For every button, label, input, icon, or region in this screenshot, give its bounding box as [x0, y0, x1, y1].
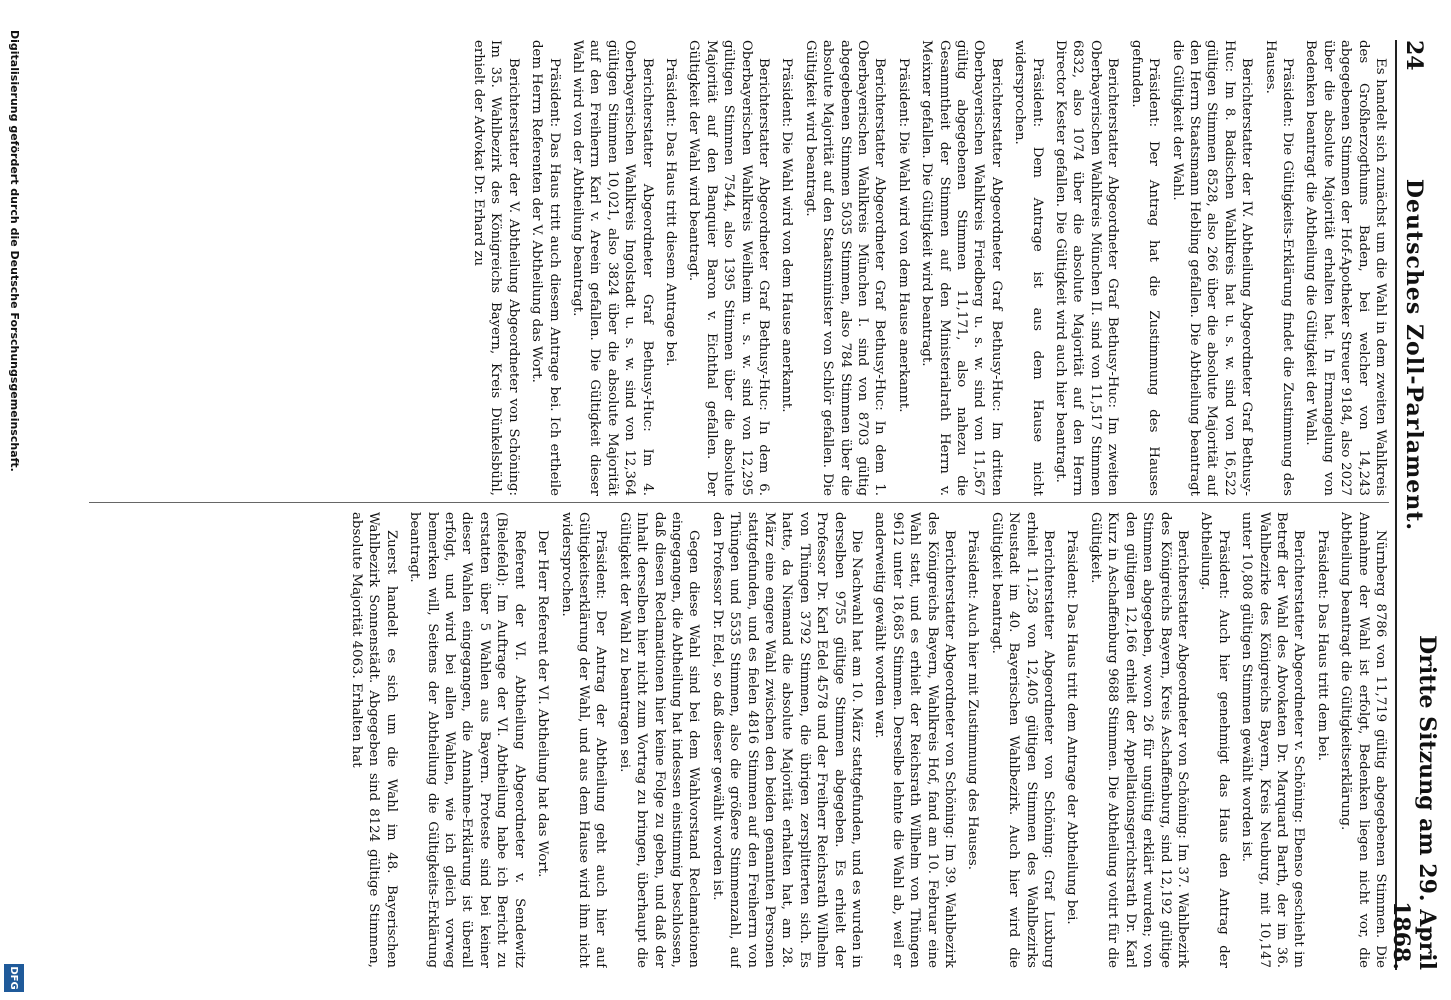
paragraph: Präsident: Auch hier mit Zustimmung des Hauses. — [965, 530, 981, 870]
dfg-logo-icon: DFG — [4, 964, 24, 992]
paragraph: Nürnberg 8786 von 11,719 gültig abgegebenen Stimmen. Die Annahme der Wahl ist erfolgt, Bedenken liegen nicht vor, die Abtheilung beantragt die Gültigkeitserklärung. — [1338, 512, 1388, 968]
paragraph: Präsident: Der Antrag der Abtheilung geht auch hier auf Gültigkeitserklärung der Wahl, und aus dem Hause wird ihm nicht widersprochen. — [558, 512, 609, 968]
paragraph: Präsident: Die Gültigkeits-Erklärung findet die Zustimmung des Hauses. — [1262, 40, 1295, 496]
page-number: 24 — [1401, 40, 1427, 71]
paragraph: Präsident: Auch hier genehmigt das Haus den Antrag der Abtheilung. — [1198, 512, 1231, 968]
paragraph: Präsident: Dem Antrage ist aus dem Hause nicht widersprochen. — [1012, 40, 1045, 496]
paragraph: Der Herr Referent der VI. Abtheilung hat das Wort. — [535, 530, 551, 878]
left-column — [89, 40, 1389, 496]
paragraph: Berichterstatter Abgeordneter v. Schöning: Ebenso geschieht im Betreff der Wahl des Abvokaten Dr. Marquard Barth, der im 36. Wahlbezirke des Königreichs Bayern, Kreis Neuburg, mit 10,147 unter 10,808 gültigen Stimmen gewählt worden ist. — [1239, 512, 1307, 968]
paragraph: Berichterstatter Abgeordneter Graf Bethusy-Huc: In dem 6. Oberbayerischen Wahlkreis Weilheim u. s. w. sind von 12,295 gültigen Stimmen 7544, also 1395 Stimmen über die absolute Majorität auf den Banquier Baron v. Eichthal gefallen. Der Gültigkeit der Wahl wird beantragt. — [686, 40, 771, 496]
paragraph: Präsident: Das Haus tritt dem Antrage der Abtheilung bei. — [1064, 530, 1080, 925]
paragraph: Berichterstatter Abgeordneter Graf Bethusy-Huc: Im dritten Oberbayerischen Wahlkreis Friedberg u. s. w. sind von 11,567 gültig abgegebenen Stimmen 11,171, also nahezu die Gesammtheit der Stimmen auf den Ministerialrath Herrn v. Meixner gefallen. Die Gültigkeit wird beantragt. — [919, 40, 1004, 496]
paragraph: Es handelt sich zunächst um die Wahl in dem zweiten Wahlkreis des Großherzogthums Baden, bei welcher von 14,243 abgegebenen Stimmen der Hof-Apotheker Streuer 9184, also 2027 über die absolute Majorität erhalten hat. In Ermangelung von Bedenken beantragt die Abtheilung die Gültigkeit der Wahl. — [1303, 40, 1388, 496]
paragraph: Präsident: Der Antrag hat die Zustimmung des Hauses gefunden. — [1128, 40, 1162, 496]
paragraph: Berichterstatter Abgeordneter Graf Bethusy-Huc: Im zweiten Oberbayerischen Wahlkreis München II. sind von 11,517 Stimmen 6832, also 1074 über die absolute Majorität auf den Herrn Director Kester gefallen. Die Gültigkeit wird auch hier beantragt. — [1053, 40, 1121, 496]
credit-text: Digitalisierung gefördert durch die Deutsche Forschungsgemeinschaft. — [8, 30, 22, 472]
paragraph: Zuerst handelt es sich um die Wahl im 48. Bayerischen Wahlbezirk Sonnenstädt. Abgegeben sind 8124 gültige Stimmen, absolute Majorität 4063. Erhalten hat — [349, 512, 399, 968]
paragraph: Berichterstatter Abgeordneter Graf Bethusy-Huc: Im 4. Oberbayerischen Wahlkreis Ingolstadt u. s. w. sind von 12,364 gültigen Stimmen 10,021, also 3824 über die absolute Majorität auf den Freiherrn Karl v. Areein gefallen. Die Gültigkeit dieser Wahl wird von der Abtheilung beantragt. — [569, 40, 655, 496]
publication-title: Deutsches Zoll-Parlament. — [1401, 178, 1427, 532]
column-divider — [89, 502, 1389, 503]
page-header — [1388, 40, 1440, 970]
paragraph: Berichterstatter Abgeordneter Graf Bethusy-Huc: In dem 1. Oberbayerischen Wahlkreis München I. sind von 8703 gültig abgegebenen Stimmen 5035 Stimmen, also 784 Stimmen über die absolute Majorität auf den Staatsminister von Schlör gefallen. Die Gültigkeit wird beantragt. — [802, 40, 888, 496]
paragraph: Präsident: Die Wahl wird von dem Hause anerkannt. — [779, 58, 795, 413]
paragraph: Präsident: Die Wahl wird von dem Hause anerkannt. — [895, 58, 911, 413]
paragraph: Die Nachwahl hat am 10. März stattgefunden, und es wurden in derselben 9755 gültige Stimmen abgegeben. Es erhielt der Professor Dr. Karl Edel 4578 und der Freiherr Reichsrath Wilhelm von Thüngen 3792 Stimmen, die übrigen zersplitterten sich. Es hatte, da Niemand die absolute Majorität erhalten hat, am 28. März eine engere Wahl zwischen den beiden genannten Personen stattgefunden, und es fielen 4816 Stimmen auf den Freiherrn von Thüngen und 5535 Stimmen, also die größere Stimmenzahl, auf den Professor Dr. Edel, so daß dieser gewählt worden ist. — [709, 512, 865, 968]
paragraph: Berichterstatter Abgeordneter von Schöning: Graf Luxburg erhielt 11,258 von 12,405 gültigen Stimmen des Wahlbezirks Neustadt im 40. Bayerischen Wahlbezirk. Auch hier wird die Gültigkeit beantragt. — [988, 512, 1057, 968]
paragraph: Berichterstatter Abgeordneter von Schöning: Im 37. Wahlbezirk des Königreichs Bayern, Kreis Aschaffenburg, sind 12,192 gültige Stimmen abgegeben, wovon 26 für ungültig erklärt wurden; von den gültigen 12,166 erhielt der Appellationsgerichtsrath Dr. Karl Kurz in Aschaffenburg 9688 Stimmen. Die Abtheilung votirt für die Gültigkeit. — [1087, 512, 1190, 968]
digitization-credit — [0, 0, 30, 1000]
session-info: Dritte Sitzung am 29. April 1868. — [1388, 635, 1440, 970]
paragraph: Präsident: Das Haus tritt auch diesem Antrage bei. Ich ertheile dem Herrn Referenten der V. Abtheilung das Wort. — [529, 40, 562, 496]
right-column — [89, 512, 1389, 968]
paragraph: Berichterstatter Abgeordneter von Schöning: Im 39. Wahlbezirk des Königreichs Bayern, Wahlkreis Hof, fand am 10. Februar eine Wahl statt, und es erhielt der Reichsrath Wilhelm von Thüngen 9612 unter 18,685 Stimmen. Derselbe lehnte die Wahl ab, weil er anderweitig gewählt worden war. — [872, 512, 958, 968]
paragraph: Berichterstatter der V. Abtheilung Abgeordneter von Schöning: Im 35. Wahlbezirk des Königreichs Bayern, Kreis Dünkelsbühl, erhielt der Advokat Dr. Erhard zu — [470, 40, 521, 496]
paragraph: Präsident: Das Haus tritt diesem Antrage bei. — [662, 58, 678, 367]
paragraph: Präsident: Das Haus tritt dem bei. — [1314, 530, 1330, 762]
paragraph: Referent der VI. Abtheilung Abgeordneter v. Sendewitz (Bielefeld): Im Auftrage der VI. Abtheilung habe ich Bericht zu erstatten über 5 Wahlen aus Bayern. Proteste sind bei keiner dieser Wahlen eingegangen, die Annahme-Erklärung ist überall erfolgt, und wird bei allen Wahlen, wie ich gleich vorweg bemerken will, Seitens der Abtheilung die Gültigkeits-Erklärung beantragt. — [407, 512, 527, 968]
paragraph: Berichterstatter der IV. Abtheilung Abgeordneter Graf Bethusy-Huc: Im 8. Badischen Wahlkreis hat u. s. w. sind von 16,522 gültigen Stimmen 8528, also 266 über die absolute Majorität auf den Herrn Staatsmann Hebling gefallen. Die Abtheilung beantragt die Gültigkeit der Wahl. — [1169, 40, 1255, 496]
paragraph: Gegen diese Wahl sind bei dem Wahlvorstand Reclamationen eingegangen, die Abtheilung hat indessen einstimmig beschlossen, daß diesen Reclamationen hier keine Folge zu geben, und daß der Inhalt derselben hier nicht zum Vortrag zu bringen, überhaupt die Gültigkeit der Wahl zu beantragen sei. — [616, 512, 702, 968]
